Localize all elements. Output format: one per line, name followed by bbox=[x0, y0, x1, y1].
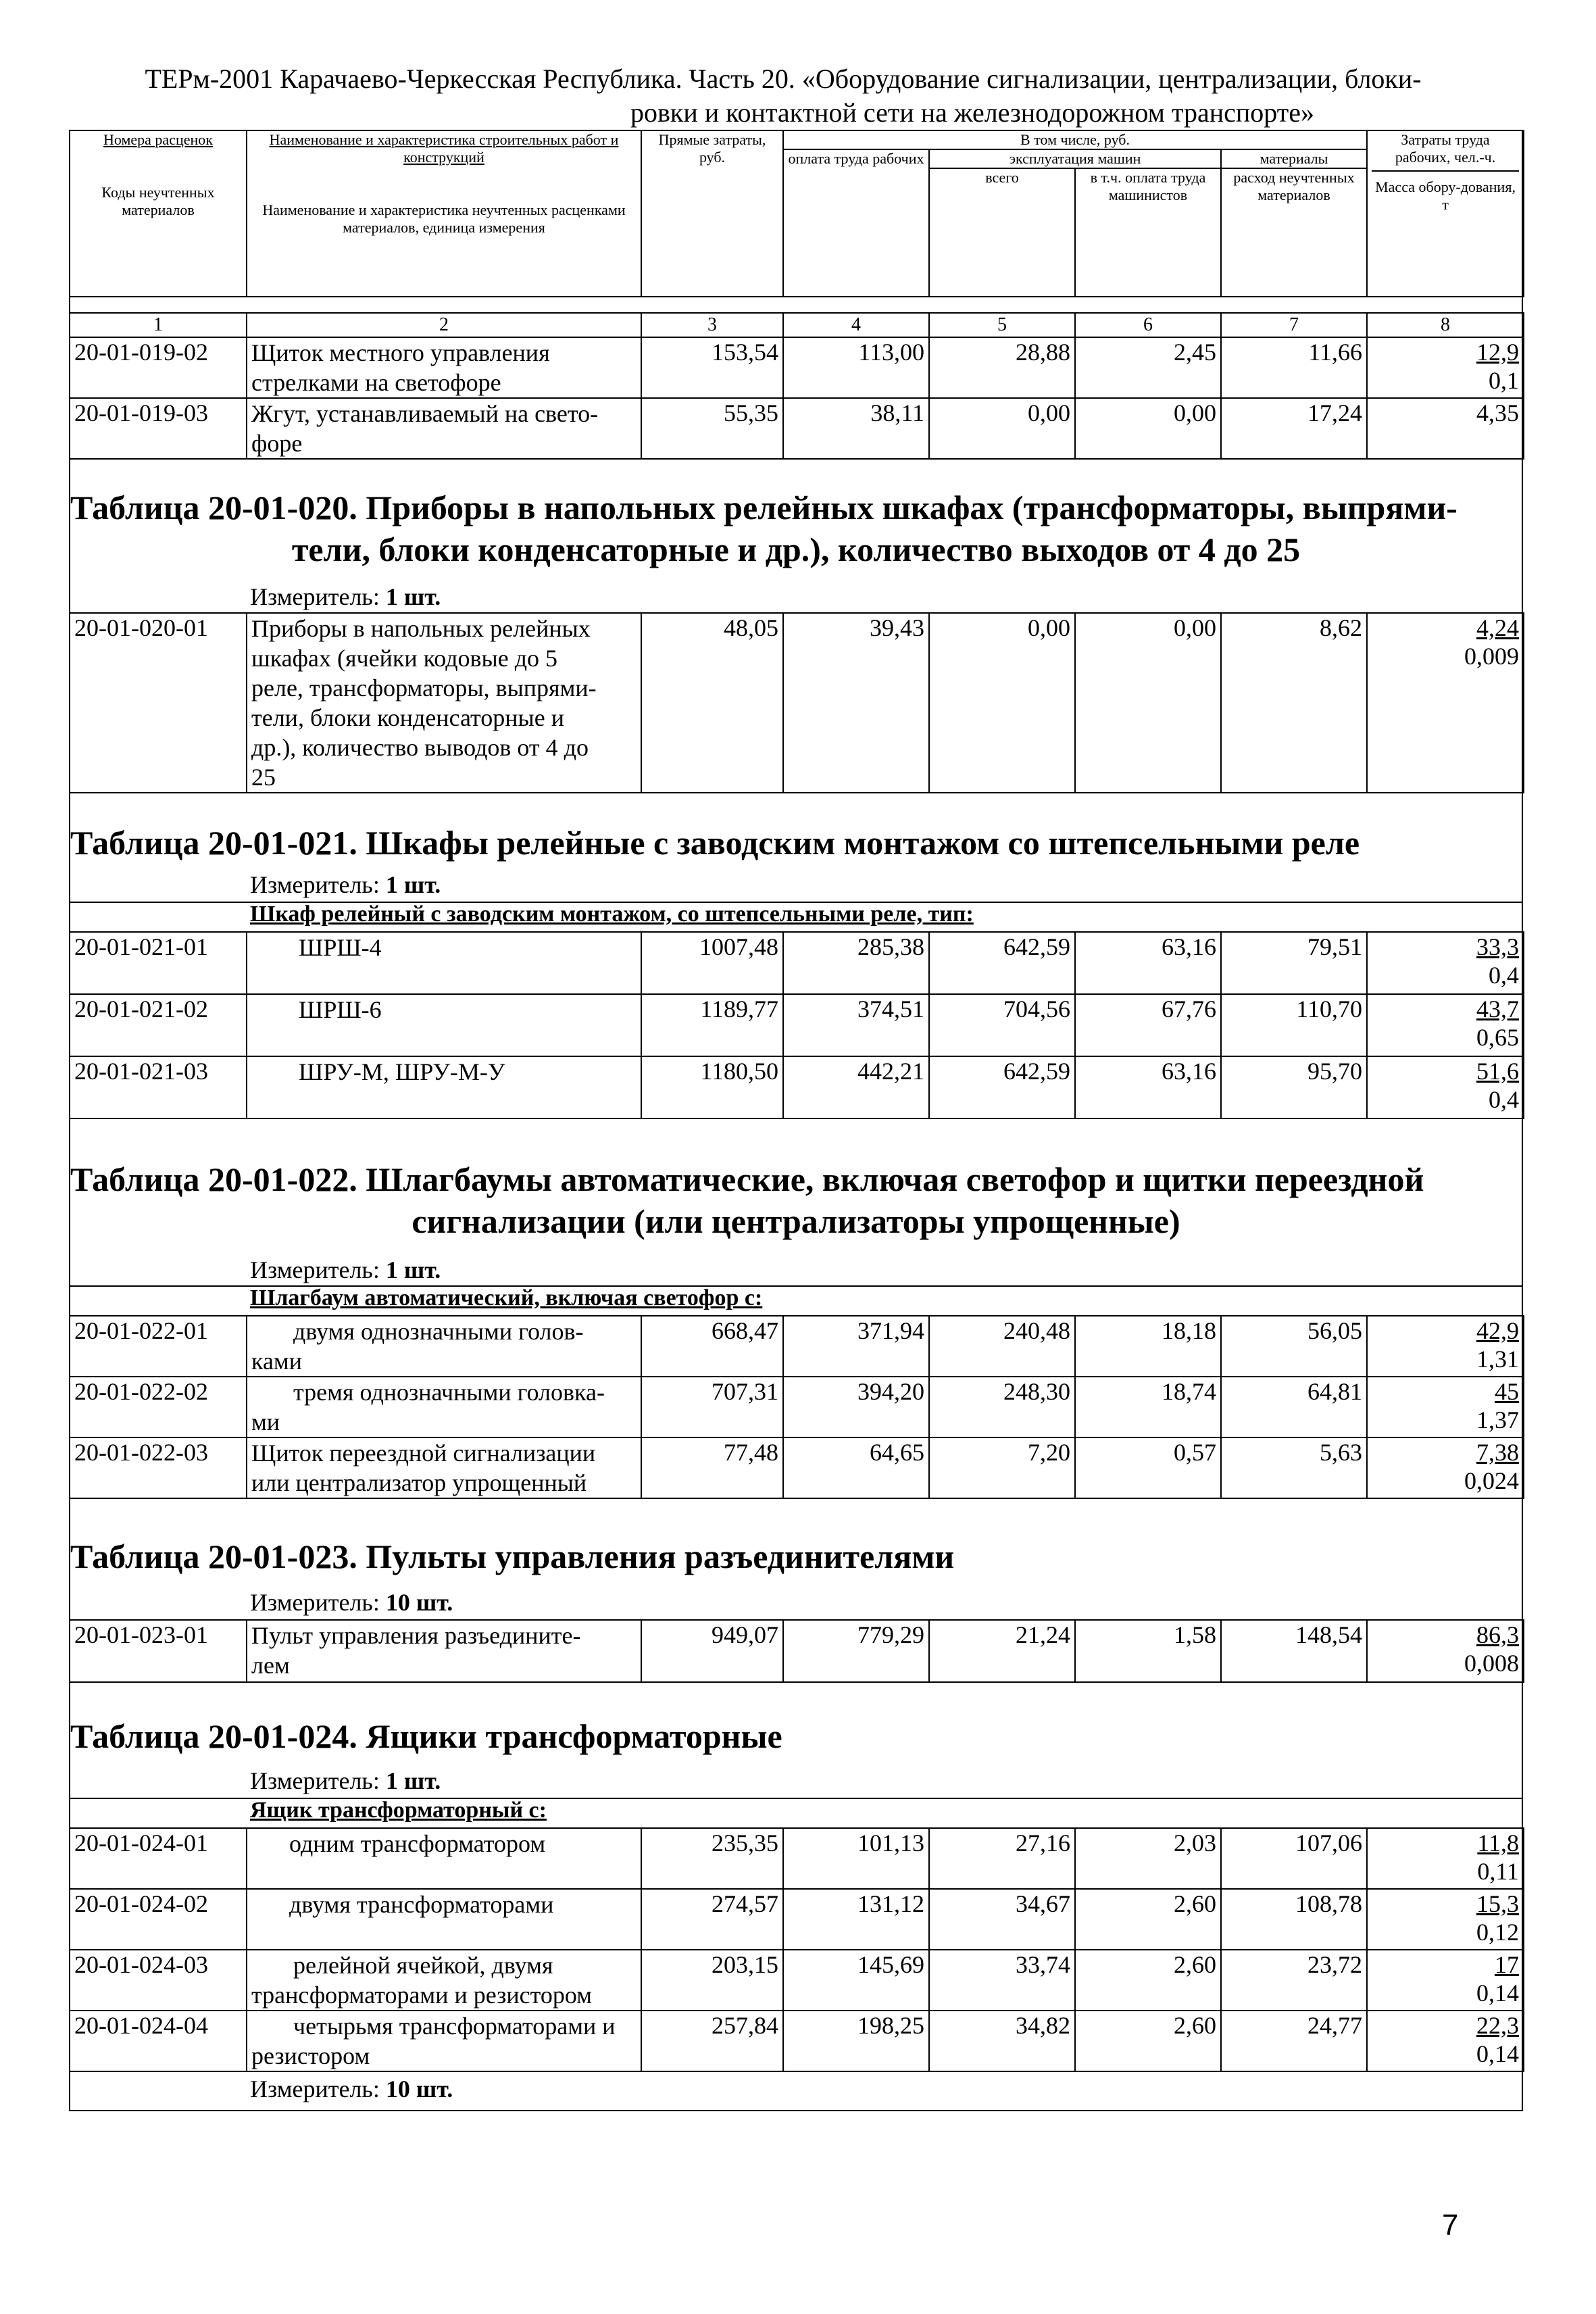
table-020 bbox=[69, 612, 1524, 793]
idx-7: 7 bbox=[1221, 313, 1367, 337]
row-labor: 371,94 bbox=[783, 1316, 929, 1377]
row-code: 20-01-022-02 bbox=[70, 1377, 247, 1437]
row-labor: 374,51 bbox=[783, 994, 929, 1056]
row-direct: 274,57 bbox=[641, 1889, 783, 1950]
row-code: 20-01-024-01 bbox=[70, 1828, 247, 1889]
row-mach-labor: 67,76 bbox=[1075, 994, 1221, 1056]
row-name: Щиток местного управления стрелками на светофоре bbox=[247, 337, 641, 398]
row-mach-labor: 63,16 bbox=[1075, 1056, 1221, 1118]
row-mach-labor: 1,58 bbox=[1075, 1620, 1221, 1682]
table-row bbox=[70, 1620, 1524, 1682]
row-labor: 394,20 bbox=[783, 1377, 929, 1437]
row-name: релейной ячейкой, двумя трансформаторами и резистором bbox=[247, 1950, 641, 2011]
table-row bbox=[70, 932, 1524, 994]
row-machines: 240,48 bbox=[929, 1316, 1075, 1377]
row-hours-mass: 17 0,14 bbox=[1367, 1950, 1524, 2011]
table-row bbox=[70, 994, 1524, 1056]
row-direct: 1180,50 bbox=[641, 1056, 783, 1118]
row-direct: 48,05 bbox=[641, 613, 783, 793]
table-022-title: Таблица 20-01-022. Шлагбаумы автоматические, включая светофор и щитки переездной сигнализации (или централизаторы упрощенные) bbox=[70, 1160, 1424, 1240]
row-code: 20-01-024-02 bbox=[70, 1889, 247, 1950]
table-024 bbox=[69, 1827, 1524, 2072]
row-hours-mass: 51,6 0,4 bbox=[1367, 1056, 1524, 1118]
row-name: одним трансформатором bbox=[247, 1828, 641, 1889]
table-020-measure: Измеритель: 1 шт. bbox=[250, 583, 441, 610]
row-code: 20-01-023-01 bbox=[70, 1620, 247, 1682]
col-labor-header: оплата труда рабочих bbox=[783, 149, 929, 297]
row-direct: 77,48 bbox=[641, 1437, 783, 1498]
row-materials: 5,63 bbox=[1221, 1437, 1367, 1498]
row-code: 20-01-024-04 bbox=[70, 2011, 247, 2071]
row-name: тремя однозначными головка- ми bbox=[247, 1377, 641, 1437]
table-022 bbox=[69, 1315, 1524, 1499]
table-row bbox=[70, 1316, 1524, 1377]
row-materials: 56,05 bbox=[1221, 1316, 1367, 1377]
table-row bbox=[70, 1950, 1524, 2011]
row-name: ШРУ-М, ШРУ-М-У bbox=[247, 1056, 641, 1118]
row-name: четырьмя трансформаторами и резистором bbox=[247, 2011, 641, 2071]
row-materials: 110,70 bbox=[1221, 994, 1367, 1056]
row-hours-mass: 45 1,37 bbox=[1367, 1377, 1524, 1437]
row-code: 20-01-022-01 bbox=[70, 1316, 247, 1377]
row-labor: 285,38 bbox=[783, 932, 929, 994]
row-mach-labor: 2,45 bbox=[1075, 337, 1221, 398]
col-incl-header: В том числе, руб. bbox=[783, 130, 1367, 149]
rows-019-table bbox=[69, 337, 1524, 460]
row-machines: 0,00 bbox=[929, 398, 1075, 459]
row-direct: 949,07 bbox=[641, 1620, 783, 1682]
row-mach-labor: 0,00 bbox=[1075, 613, 1221, 793]
row-hours-mass: 11,8 0,11 bbox=[1367, 1828, 1524, 1889]
idx-5: 5 bbox=[929, 313, 1075, 337]
row-hours-mass: 86,3 0,008 bbox=[1367, 1620, 1524, 1682]
table-022-group: Шлагбаум автоматический, включая светофор с: bbox=[250, 1285, 763, 1310]
row-code: 20-01-019-02 bbox=[70, 337, 247, 398]
table-024-title: Таблица 20-01-024. Ящики трансформаторные bbox=[70, 1717, 782, 1755]
row-machines: 7,20 bbox=[929, 1437, 1075, 1498]
header-line-2: ровки и контактной сети на железнодорожном транспорте» bbox=[630, 97, 1314, 128]
row-labor: 442,21 bbox=[783, 1056, 929, 1118]
page-number: 7 bbox=[1442, 2209, 1459, 2242]
idx-6: 6 bbox=[1075, 313, 1221, 337]
row-materials: 17,24 bbox=[1221, 398, 1367, 459]
row-machines: 28,88 bbox=[929, 337, 1075, 398]
row-hours-mass: 15,3 0,12 bbox=[1367, 1889, 1524, 1950]
row-machines: 642,59 bbox=[929, 1056, 1075, 1118]
col-name-header: Наименование и характеристика строительных работ и конструкций Наименование и характеристика неучтенных расценками материалов, единица измерения bbox=[247, 130, 641, 297]
row-name: ШРШ-4 bbox=[247, 932, 641, 994]
row-direct: 1007,48 bbox=[641, 932, 783, 994]
row-direct: 668,47 bbox=[641, 1316, 783, 1377]
row-machines: 248,30 bbox=[929, 1377, 1075, 1437]
row-materials: 107,06 bbox=[1221, 1828, 1367, 1889]
row-materials: 24,77 bbox=[1221, 2011, 1367, 2071]
idx-3: 3 bbox=[641, 313, 783, 337]
row-labor: 39,43 bbox=[783, 613, 929, 793]
row-hours-mass: 4,24 0,009 bbox=[1367, 613, 1524, 793]
table-row bbox=[70, 337, 1524, 398]
idx-2: 2 bbox=[247, 313, 641, 337]
col-mach-labor-header: в т.ч. оплата труда машинистов bbox=[1075, 168, 1221, 297]
col-direct-header: Прямые затраты, руб. bbox=[641, 130, 783, 297]
table-row bbox=[70, 398, 1524, 459]
row-name: Пульт управления разъедините- лем bbox=[247, 1620, 641, 1682]
row-direct: 1189,77 bbox=[641, 994, 783, 1056]
row-labor: 38,11 bbox=[783, 398, 929, 459]
table-024-measure-2: Измеритель: 10 шт. bbox=[250, 2075, 453, 2102]
row-machines: 642,59 bbox=[929, 932, 1075, 994]
row-machines: 0,00 bbox=[929, 613, 1075, 793]
row-materials: 108,78 bbox=[1221, 1889, 1367, 1950]
row-direct: 235,35 bbox=[641, 1828, 783, 1889]
row-name: ШРШ-6 bbox=[247, 994, 641, 1056]
row-machines: 34,67 bbox=[929, 1889, 1075, 1950]
row-materials: 8,62 bbox=[1221, 613, 1367, 793]
row-materials: 11,66 bbox=[1221, 337, 1367, 398]
col-codes-header: Номера расценок Коды неучтенных материалов bbox=[70, 130, 247, 297]
row-machines: 33,74 bbox=[929, 1950, 1075, 2011]
row-direct: 257,84 bbox=[641, 2011, 783, 2071]
row-code: 20-01-021-03 bbox=[70, 1056, 247, 1118]
row-name: двумя трансформаторами bbox=[247, 1889, 641, 1950]
row-machines: 704,56 bbox=[929, 994, 1075, 1056]
row-labor: 198,25 bbox=[783, 2011, 929, 2071]
row-code: 20-01-019-03 bbox=[70, 398, 247, 459]
row-mach-labor: 63,16 bbox=[1075, 932, 1221, 994]
row-machines: 21,24 bbox=[929, 1620, 1075, 1682]
row-hours-mass: 33,3 0,4 bbox=[1367, 932, 1524, 994]
col-labor-hours-header: Затраты труда рабочих, чел.-ч. Масса обору-дования, т bbox=[1367, 130, 1524, 297]
row-code: 20-01-022-03 bbox=[70, 1437, 247, 1498]
table-row bbox=[70, 2011, 1524, 2071]
table-021-measure: Измеритель: 1 шт. bbox=[250, 871, 441, 898]
header-line-1: ТЕРм-2001 Карачаево-Черкесская Республика. Часть 20. «Оборудование сигнализации, централизации, блоки- bbox=[145, 64, 1422, 94]
row-mach-labor: 0,00 bbox=[1075, 398, 1221, 459]
row-machines: 27,16 bbox=[929, 1828, 1075, 1889]
col-mach-total-header: всего bbox=[929, 168, 1075, 297]
row-labor: 64,65 bbox=[783, 1437, 929, 1498]
row-mach-labor: 0,57 bbox=[1075, 1437, 1221, 1498]
idx-8: 8 bbox=[1367, 313, 1524, 337]
row-machines: 34,82 bbox=[929, 2011, 1075, 2071]
row-mach-labor: 2,60 bbox=[1075, 1889, 1221, 1950]
table-row bbox=[70, 1889, 1524, 1950]
table-021 bbox=[69, 931, 1524, 1119]
row-name: Жгут, устанавливаемый на свето- форе bbox=[247, 398, 641, 459]
table-020-title: Таблица 20-01-020. Приборы в напольных релейных шкафах (трансформаторы, выпрями- тели, блоки конденсаторные и др.), количество выходов от 4 до 25 bbox=[70, 489, 1457, 568]
row-labor: 113,00 bbox=[783, 337, 929, 398]
row-hours-mass: 43,7 0,65 bbox=[1367, 994, 1524, 1056]
table-024-group: Ящик трансформаторный с: bbox=[250, 1798, 547, 1823]
table-021-group: Шкаф релейный с заводским монтажом, со штепсельными реле, тип: bbox=[250, 902, 974, 927]
row-labor: 145,69 bbox=[783, 1950, 929, 2011]
idx-1: 1 bbox=[70, 313, 247, 337]
table-row bbox=[70, 1437, 1524, 1498]
table-row bbox=[70, 613, 1524, 793]
row-materials: 64,81 bbox=[1221, 1377, 1367, 1437]
row-materials: 95,70 bbox=[1221, 1056, 1367, 1118]
row-name: Приборы в напольных релейных шкафах (ячейки кодовые до 5 реле, трансформаторы, выпрями- тели, блоки конденсаторные и др.), количество выводов от 4 до 25 bbox=[247, 613, 641, 793]
row-code: 20-01-024-03 bbox=[70, 1950, 247, 2011]
row-hours-mass: 7,38 0,024 bbox=[1367, 1437, 1524, 1498]
table-023-title: Таблица 20-01-023. Пульты управления разъединителями bbox=[70, 1537, 955, 1575]
table-021-title: Таблица 20-01-021. Шкафы релейные с заводским монтажом со штепсельными реле bbox=[70, 824, 1360, 862]
col-machines-header: эксплуатация машин bbox=[929, 149, 1221, 168]
table-023-measure: Измеритель: 10 шт. bbox=[250, 1589, 453, 1616]
row-direct: 55,35 bbox=[641, 398, 783, 459]
row-direct: 153,54 bbox=[641, 337, 783, 398]
row-hours-mass: 12,9 0,1 bbox=[1367, 337, 1524, 398]
table-row bbox=[70, 1377, 1524, 1437]
row-mach-labor: 18,18 bbox=[1075, 1316, 1221, 1377]
table-row bbox=[70, 1828, 1524, 1889]
row-code: 20-01-021-01 bbox=[70, 932, 247, 994]
col-materials-use-header: расход неучтенных материалов bbox=[1221, 168, 1367, 297]
row-mach-labor: 2,60 bbox=[1075, 1950, 1221, 2011]
row-direct: 707,31 bbox=[641, 1377, 783, 1437]
row-hours-mass: 4,35 bbox=[1367, 398, 1524, 459]
col-materials-header: материалы bbox=[1221, 149, 1367, 168]
idx-4: 4 bbox=[783, 313, 929, 337]
row-hours-mass: 22,3 0,14 bbox=[1367, 2011, 1524, 2071]
row-materials: 23,72 bbox=[1221, 1950, 1367, 2011]
row-code: 20-01-020-01 bbox=[70, 613, 247, 793]
row-labor: 779,29 bbox=[783, 1620, 929, 1682]
row-materials: 148,54 bbox=[1221, 1620, 1367, 1682]
row-mach-labor: 18,74 bbox=[1075, 1377, 1221, 1437]
row-direct: 203,15 bbox=[641, 1950, 783, 2011]
column-index-row bbox=[69, 312, 1524, 338]
row-hours-mass: 42,9 1,31 bbox=[1367, 1316, 1524, 1377]
row-materials: 79,51 bbox=[1221, 932, 1367, 994]
page-header bbox=[70, 62, 1496, 130]
row-name: двумя однозначными голов- ками bbox=[247, 1316, 641, 1377]
row-code: 20-01-021-02 bbox=[70, 994, 247, 1056]
table-022-measure: Измеритель: 1 шт. bbox=[250, 1256, 441, 1283]
table-024-measure: Измеритель: 1 шт. bbox=[250, 1767, 441, 1794]
table-row bbox=[70, 1056, 1524, 1118]
row-mach-labor: 2,60 bbox=[1075, 2011, 1221, 2071]
row-labor: 131,12 bbox=[783, 1889, 929, 1950]
row-labor: 101,13 bbox=[783, 1828, 929, 1889]
column-header-table bbox=[69, 130, 1524, 297]
row-mach-labor: 2,03 bbox=[1075, 1828, 1221, 1889]
row-name: Щиток переездной сигнализации или централизатор упрощенный bbox=[247, 1437, 641, 1498]
table-023 bbox=[69, 1619, 1524, 1683]
